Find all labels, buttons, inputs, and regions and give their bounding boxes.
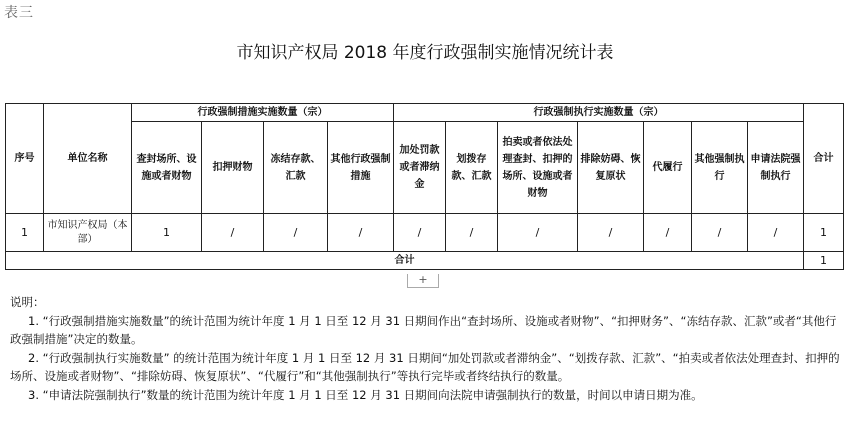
cell-measure: 1 xyxy=(132,214,202,252)
cell-unit-name: 市知识产权局（本部） xyxy=(44,214,132,252)
cell-seq: 1 xyxy=(6,214,44,252)
note-item: 1. “行政强制措施实施数量”的统计范围为统计年度 1 月 1 日至 12 月 31 日期间作出“查封场所、设施或者财物”、“扣押财务”、“冻结存款、汇款”或者“其他行政强制措施”决定的数量。 xyxy=(10,313,837,346)
note-item: 3. “申请法院强制执行”数量的统计范围为统计年度 1 月 1 日至 12 月 31 日期间向法院申请强制执行的数量，时间以申请日期为准。 xyxy=(28,387,703,402)
sum-row xyxy=(6,252,844,270)
cell-execution: / xyxy=(446,214,498,252)
cell-measure: / xyxy=(328,214,394,252)
table-row xyxy=(6,214,844,252)
cell-execution: / xyxy=(498,214,578,252)
header-exec-fine: 加处罚款或者滞纳金 xyxy=(394,122,446,214)
cell-execution: / xyxy=(692,214,748,252)
header-exec-substitute: 代履行 xyxy=(644,122,692,214)
sum-label: 合计 xyxy=(6,252,804,270)
notes-heading: 说明： xyxy=(10,295,45,309)
note-item: 2. “行政强制执行实施数量” 的统计范围为统计年度 1 月 1 日至 12 月 31 日期间“加处罚款或者滞纳金”、“划拨存款、汇款”、“拍卖或者依法处理查封、扣押的场所、设施或者财物”、“排除妨碍、恢复原状”、“代履行”和“其他强制执行”等执行完毕或者终结执行的数量。 xyxy=(10,350,840,383)
header-unit-name: 单位名称 xyxy=(44,104,132,214)
notes-section xyxy=(10,293,840,404)
header-exec-other: 其他强制执行 xyxy=(692,122,748,214)
header-exec-auction: 拍卖或者依法处理查封、扣押的场所、设施或者财物 xyxy=(498,122,578,214)
header-measure-seize: 扣押财物 xyxy=(202,122,264,214)
header-exec-court: 申请法院强制执行 xyxy=(748,122,804,214)
cell-measure: / xyxy=(202,214,264,252)
cell-execution: / xyxy=(578,214,644,252)
header-total: 合计 xyxy=(804,104,844,214)
cell-row-total: 1 xyxy=(804,214,844,252)
cell-measure: / xyxy=(264,214,328,252)
sum-value: 1 xyxy=(804,252,844,270)
add-row-button[interactable]: + xyxy=(407,274,439,288)
cell-execution: / xyxy=(748,214,804,252)
header-measure-freeze: 冻结存款、汇款 xyxy=(264,122,328,214)
statistics-table xyxy=(5,103,844,270)
page-title: 市知识产权局 2018 年度行政强制实施情况统计表 xyxy=(236,43,614,63)
header-exec-transfer: 划拨存款、汇款 xyxy=(446,122,498,214)
cell-execution: / xyxy=(644,214,692,252)
header-group-measures: 行政强制措施实施数量（宗） xyxy=(132,104,394,122)
header-group-execution: 行政强制执行实施数量（宗） xyxy=(394,104,804,122)
header-seq: 序号 xyxy=(6,104,44,214)
header-measure-seal: 查封场所、设施或者财物 xyxy=(132,122,202,214)
table-number-label: 表三 xyxy=(4,5,34,21)
header-measure-other: 其他行政强制措施 xyxy=(328,122,394,214)
cell-execution: / xyxy=(394,214,446,252)
header-exec-remove: 排除妨碍、恢复原状 xyxy=(578,122,644,214)
